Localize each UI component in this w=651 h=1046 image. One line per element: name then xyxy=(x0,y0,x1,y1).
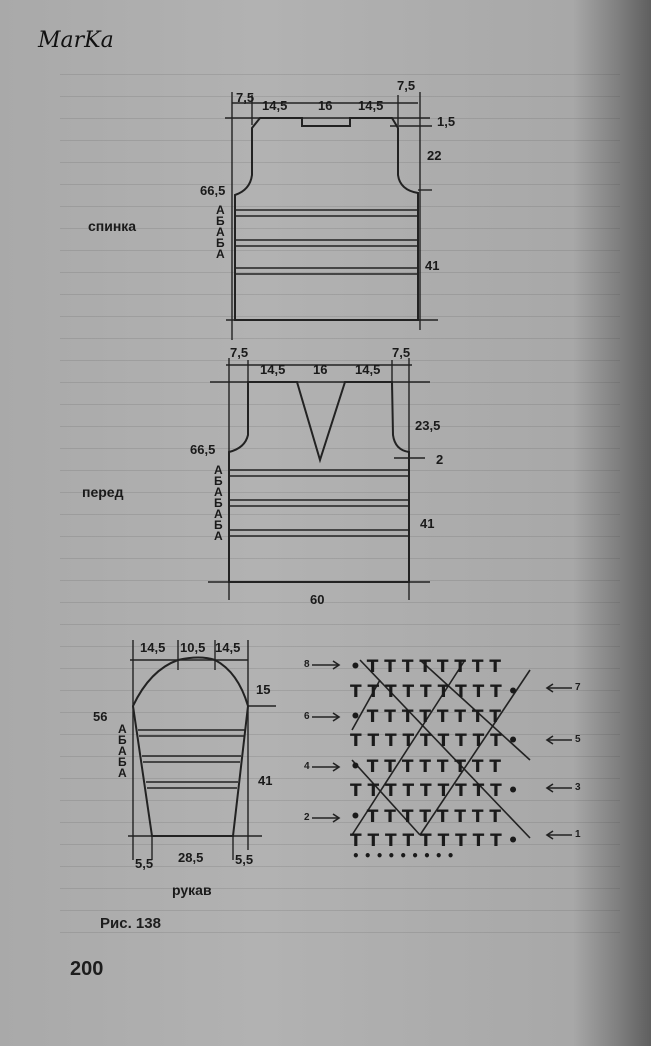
stripe-letter: А xyxy=(118,766,127,780)
stripe-letter: Б xyxy=(214,518,223,532)
sleeve-total-height: 56 xyxy=(93,709,108,724)
svg-text:• T T T T T T T T: • T T T T T T T T xyxy=(350,707,501,727)
stripe-letter: Б xyxy=(214,474,223,488)
figure-caption: Рис. 138 xyxy=(100,915,161,932)
svg-text:T T T T T T T T T •: T T T T T T T T T • xyxy=(350,781,519,801)
svg-text:• • • • • • • • •: • • • • • • • • • xyxy=(352,849,455,863)
watermark: MarKa xyxy=(38,28,114,53)
chart-row-right: 5 xyxy=(575,734,581,745)
back-left-shoulder: 14,5 xyxy=(262,98,288,113)
svg-text:T T T T T T T T T •: T T T T T T T T T • xyxy=(350,682,519,702)
stripe-letter: Б xyxy=(214,496,223,510)
sleeve-top-right: 14,5 xyxy=(215,640,241,655)
sleeve-label: рукав xyxy=(172,882,212,898)
chart-row-left: 2 xyxy=(304,812,310,823)
svg-text:• T T T T T T T T: • T T T T T T T T xyxy=(350,657,501,677)
sleeve-stripe-legend xyxy=(118,724,127,779)
back-total-height: 66,5 xyxy=(200,183,226,198)
back-label: спинка xyxy=(88,218,137,234)
sleeve-schematic xyxy=(128,640,276,860)
front-width: 60 xyxy=(310,592,325,607)
stripe-letter: А xyxy=(118,744,127,758)
back-left-edge: 7,5 xyxy=(236,90,255,105)
stripe-letter: Б xyxy=(118,755,127,769)
front-v-offset: 2 xyxy=(436,452,444,467)
stripe-letter: А xyxy=(216,247,225,261)
back-lower-height: 41 xyxy=(425,258,440,273)
front-lower-height: 41 xyxy=(420,516,435,531)
sleeve-bottom-left: 5,5 xyxy=(135,856,154,871)
stripe-letter: А xyxy=(216,203,225,217)
page-number: 200 xyxy=(70,958,104,980)
front-left-edge: 7,5 xyxy=(230,345,249,360)
front-label: перед xyxy=(82,484,124,500)
back-neck-width: 16 xyxy=(318,98,333,113)
svg-text:T T T T T T T T T •: T T T T T T T T T • xyxy=(350,831,519,851)
front-total-height: 66,5 xyxy=(190,442,216,457)
stripe-letter: Б xyxy=(216,214,225,228)
back-armhole-height: 22 xyxy=(427,148,442,163)
front-stripe-legend xyxy=(214,465,223,542)
front-neck-width: 16 xyxy=(313,362,328,377)
chart-row-right: 3 xyxy=(575,782,581,793)
stripe-letter: А xyxy=(214,529,223,543)
sleeve-bottom-middle: 28,5 xyxy=(178,850,204,865)
front-armhole-height: 23,5 xyxy=(415,418,441,433)
stripe-letter: А xyxy=(118,722,127,736)
stripe-letter: Б xyxy=(216,236,225,250)
front-right-edge: 7,5 xyxy=(392,345,411,360)
svg-text:• T T T T T T T T: • T T T T T T T T xyxy=(350,807,501,827)
chart-row-left: 4 xyxy=(304,761,310,772)
sleeve-top-left: 14,5 xyxy=(140,640,166,655)
stripe-letter: А xyxy=(216,225,225,239)
stitch-symbols xyxy=(350,657,519,863)
sleeve-top-middle: 10,5 xyxy=(180,640,206,655)
stripe-letter: А xyxy=(214,507,223,521)
sleeve-cap-height: 15 xyxy=(256,682,271,697)
sleeve-bottom-right: 5,5 xyxy=(235,852,254,867)
front-schematic xyxy=(208,358,430,600)
stripe-letter: А xyxy=(214,463,223,477)
stripe-letter: Б xyxy=(118,733,127,747)
svg-text:T T T T T T T T T •: T T T T T T T T T • xyxy=(350,731,519,751)
stripe-letter: А xyxy=(214,485,223,499)
back-right-shoulder: 14,5 xyxy=(358,98,384,113)
front-left-shoulder: 14,5 xyxy=(260,362,286,377)
sleeve-lower-height: 41 xyxy=(258,773,273,788)
chart-row-left: 8 xyxy=(304,659,310,670)
back-schematic xyxy=(225,92,438,340)
back-stripe-legend xyxy=(216,205,225,260)
front-right-shoulder: 14,5 xyxy=(355,362,381,377)
back-neck-depth: 1,5 xyxy=(437,114,456,129)
chart-row-right: 1 xyxy=(575,829,581,840)
chart-row-left: 6 xyxy=(304,711,310,722)
back-right-edge: 7,5 xyxy=(397,78,416,93)
chart-row-right: 7 xyxy=(575,682,581,693)
svg-text:• T T T T T T T T: • T T T T T T T T xyxy=(350,757,501,777)
